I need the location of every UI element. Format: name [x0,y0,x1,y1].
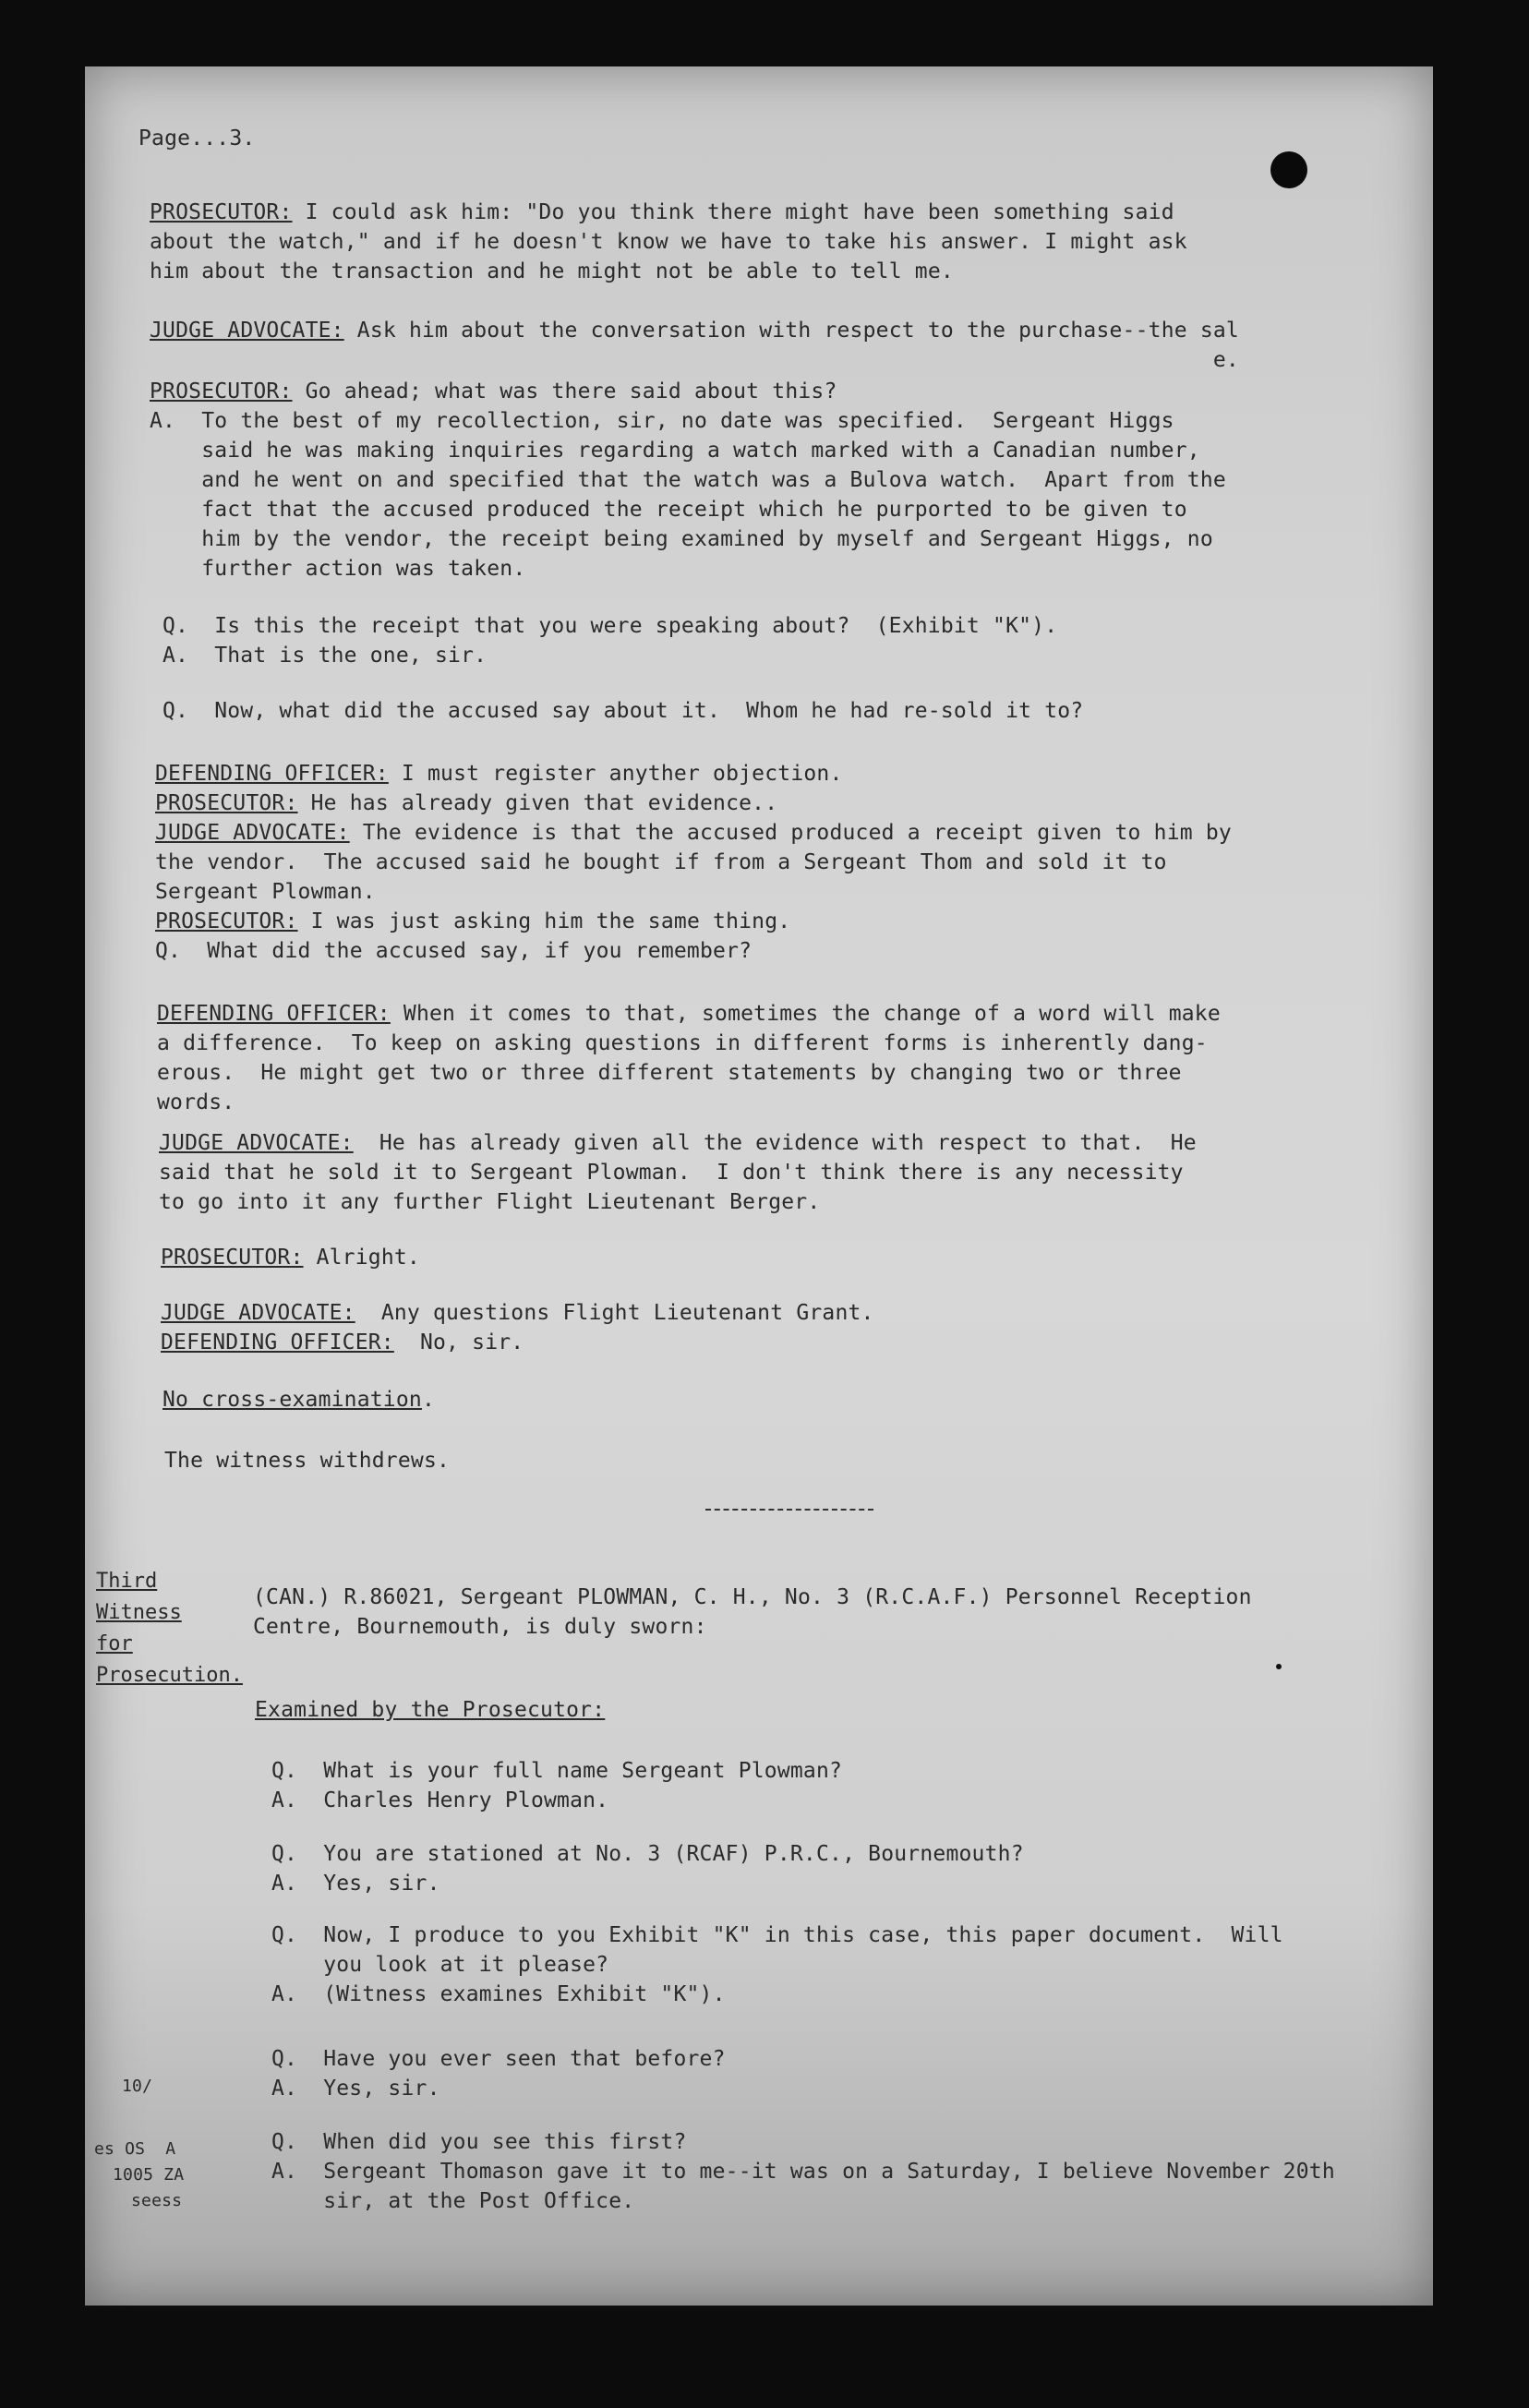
speech-text: No, sir. [393,1330,524,1354]
speech-text: I could ask him: "Do you think there might have been something said about the watch," and if he doesn't know we have to take his answer. I might ask him about the transaction and he might not be able to tell me. [150,200,1187,283]
transcript-block [155,759,843,789]
margin-scribble: seess [131,2191,183,2210]
qa-block [163,611,1057,670]
hole-punch-mark [1270,151,1307,188]
speaker-label: JUDGE ADVOCATE: [159,1131,354,1155]
document-page [85,66,1433,2306]
note-text: The witness withdrews. [164,1449,451,1473]
witness-intro: (CAN.) R.86021, Sergeant PLOWMAN, C. H., No. 3 (R.C.A.F.) Personnel Reception Centre, Bournemouth, is duly sworn: [253,1585,1252,1639]
ink-spot [1276,1664,1282,1669]
speech-text: Q. Is this the receipt that you were speaking about? (Exhibit "K"). A. That is the one, sir. [163,614,1058,668]
speech-text: Q. Now, what did the accused say about it. Whom he had re-sold it to? [163,699,1084,723]
transcript-block [155,907,790,936]
transcript-block [150,198,1187,286]
speaker-label: DEFENDING OFFICER: [161,1330,394,1354]
speaker-label: PROSECUTOR: [161,1246,304,1270]
speaker-label: DEFENDING OFFICER: [155,762,389,786]
margin-scribble: 10/ [122,2077,153,2096]
speaker-label: PROSECUTOR: [155,791,298,815]
speech-text: He has already given all the evidence with respect to that. He said that he sold it to Sergeant Plowman. I don't think there is any necessity to go into it any further Flight Lieutenant Berger. [159,1131,1197,1214]
transcript-block [161,1243,420,1272]
answer-block [150,406,1226,584]
speech-text: I must register anyther objection. [388,762,843,786]
speech-text: He has already given that evidence.. [297,791,778,815]
transcript-block [161,1298,874,1328]
transcript-block [161,1328,524,1357]
qa-block: Q. Have you ever seen that before? A. Yes, sir. [271,2047,726,2101]
qa-block: Q. Now, I produce to you Exhibit "K" in this case, this paper document. Will you look at it please? A. (Witness examines Exhibit "K"). [271,1923,1283,2006]
transcript-note [164,1446,450,1475]
qa-block: Q. When did you see this first? A. Sergeant Thomason gave it to me--it was on a Saturday, I believe November 20th sir, at the Post Office. [271,2130,1335,2213]
qa-block: Q. What is your full name Sergeant Plowman? A. Charles Henry Plowman. [271,1759,843,1812]
note-label: No cross-examination [163,1388,422,1412]
transcript-block [155,789,777,818]
speech-text: Any questions Flight Lieutenant Grant. [355,1301,874,1325]
page-number: Page...3. [138,126,256,150]
speaker-label: PROSECUTOR: [150,379,293,403]
speech-text: The evidence is that the accused produced a receipt given to him by the vendor. The accused said he bought if from a Sergeant Thom and sold it to Sergeant Plowman. [155,821,1232,904]
speaker-label: PROSECUTOR: [150,200,293,224]
transcript-block [150,377,837,406]
note-text: . [421,1388,436,1412]
examined-heading: Examined by the Prosecutor: [255,1698,606,1722]
transcript-note [163,1385,435,1415]
transcript-block [150,316,1239,375]
qa-block [155,936,752,966]
margin-scribble: es OS A [94,2139,176,2159]
speaker-label: PROSECUTOR: [155,909,298,933]
transcript-block [157,999,1221,1117]
transcript-block [159,1128,1197,1217]
speaker-label: JUDGE ADVOCATE: [161,1301,355,1325]
margin-scribble: 1005 ZA [113,2165,185,2185]
speech-text: When it comes to that, sometimes the change of a word will make a difference. To keep on asking questions in different forms is inherently dang- erous. He might get two or three different statements by changing two or three words. [157,1002,1221,1114]
speaker-label: JUDGE ADVOCATE: [150,319,344,343]
speech-text: Ask him about the conversation with respect to the purchase--the sal e. [356,319,1239,372]
speech-text: Go ahead; what was there said about this? [292,379,837,403]
speech-text: Alright. [303,1246,420,1270]
speaker-label: JUDGE ADVOCATE: [155,821,350,845]
speech-text: Q. What did the accused say, if you remember? [155,939,752,963]
speaker-label: DEFENDING OFFICER: [157,1002,391,1026]
qa-block: Q. You are stationed at No. 3 (RCAF) P.R.C., Bournemouth? A. Yes, sir. [271,1842,1024,1896]
section-separator [705,1509,873,1511]
transcript-block [155,818,1232,907]
margin-heading: Third Witness for Prosecution. [96,1570,243,1687]
speech-text: I was just asking him the same thing. [297,909,791,933]
qa-block [163,696,1083,726]
speech-text: A. To the best of my recollection, sir, no date was specified. Sergeant Higgs said he was making inquiries regarding a watch marked with a Canadian number, and he went on and specified that the watch was a Bulova watch. Apart from the fact that the accused produced the receipt which he purported to be given to him by the vendor, the receipt being examined by myself and Sergeant Higgs, no further action was taken. [150,409,1226,581]
